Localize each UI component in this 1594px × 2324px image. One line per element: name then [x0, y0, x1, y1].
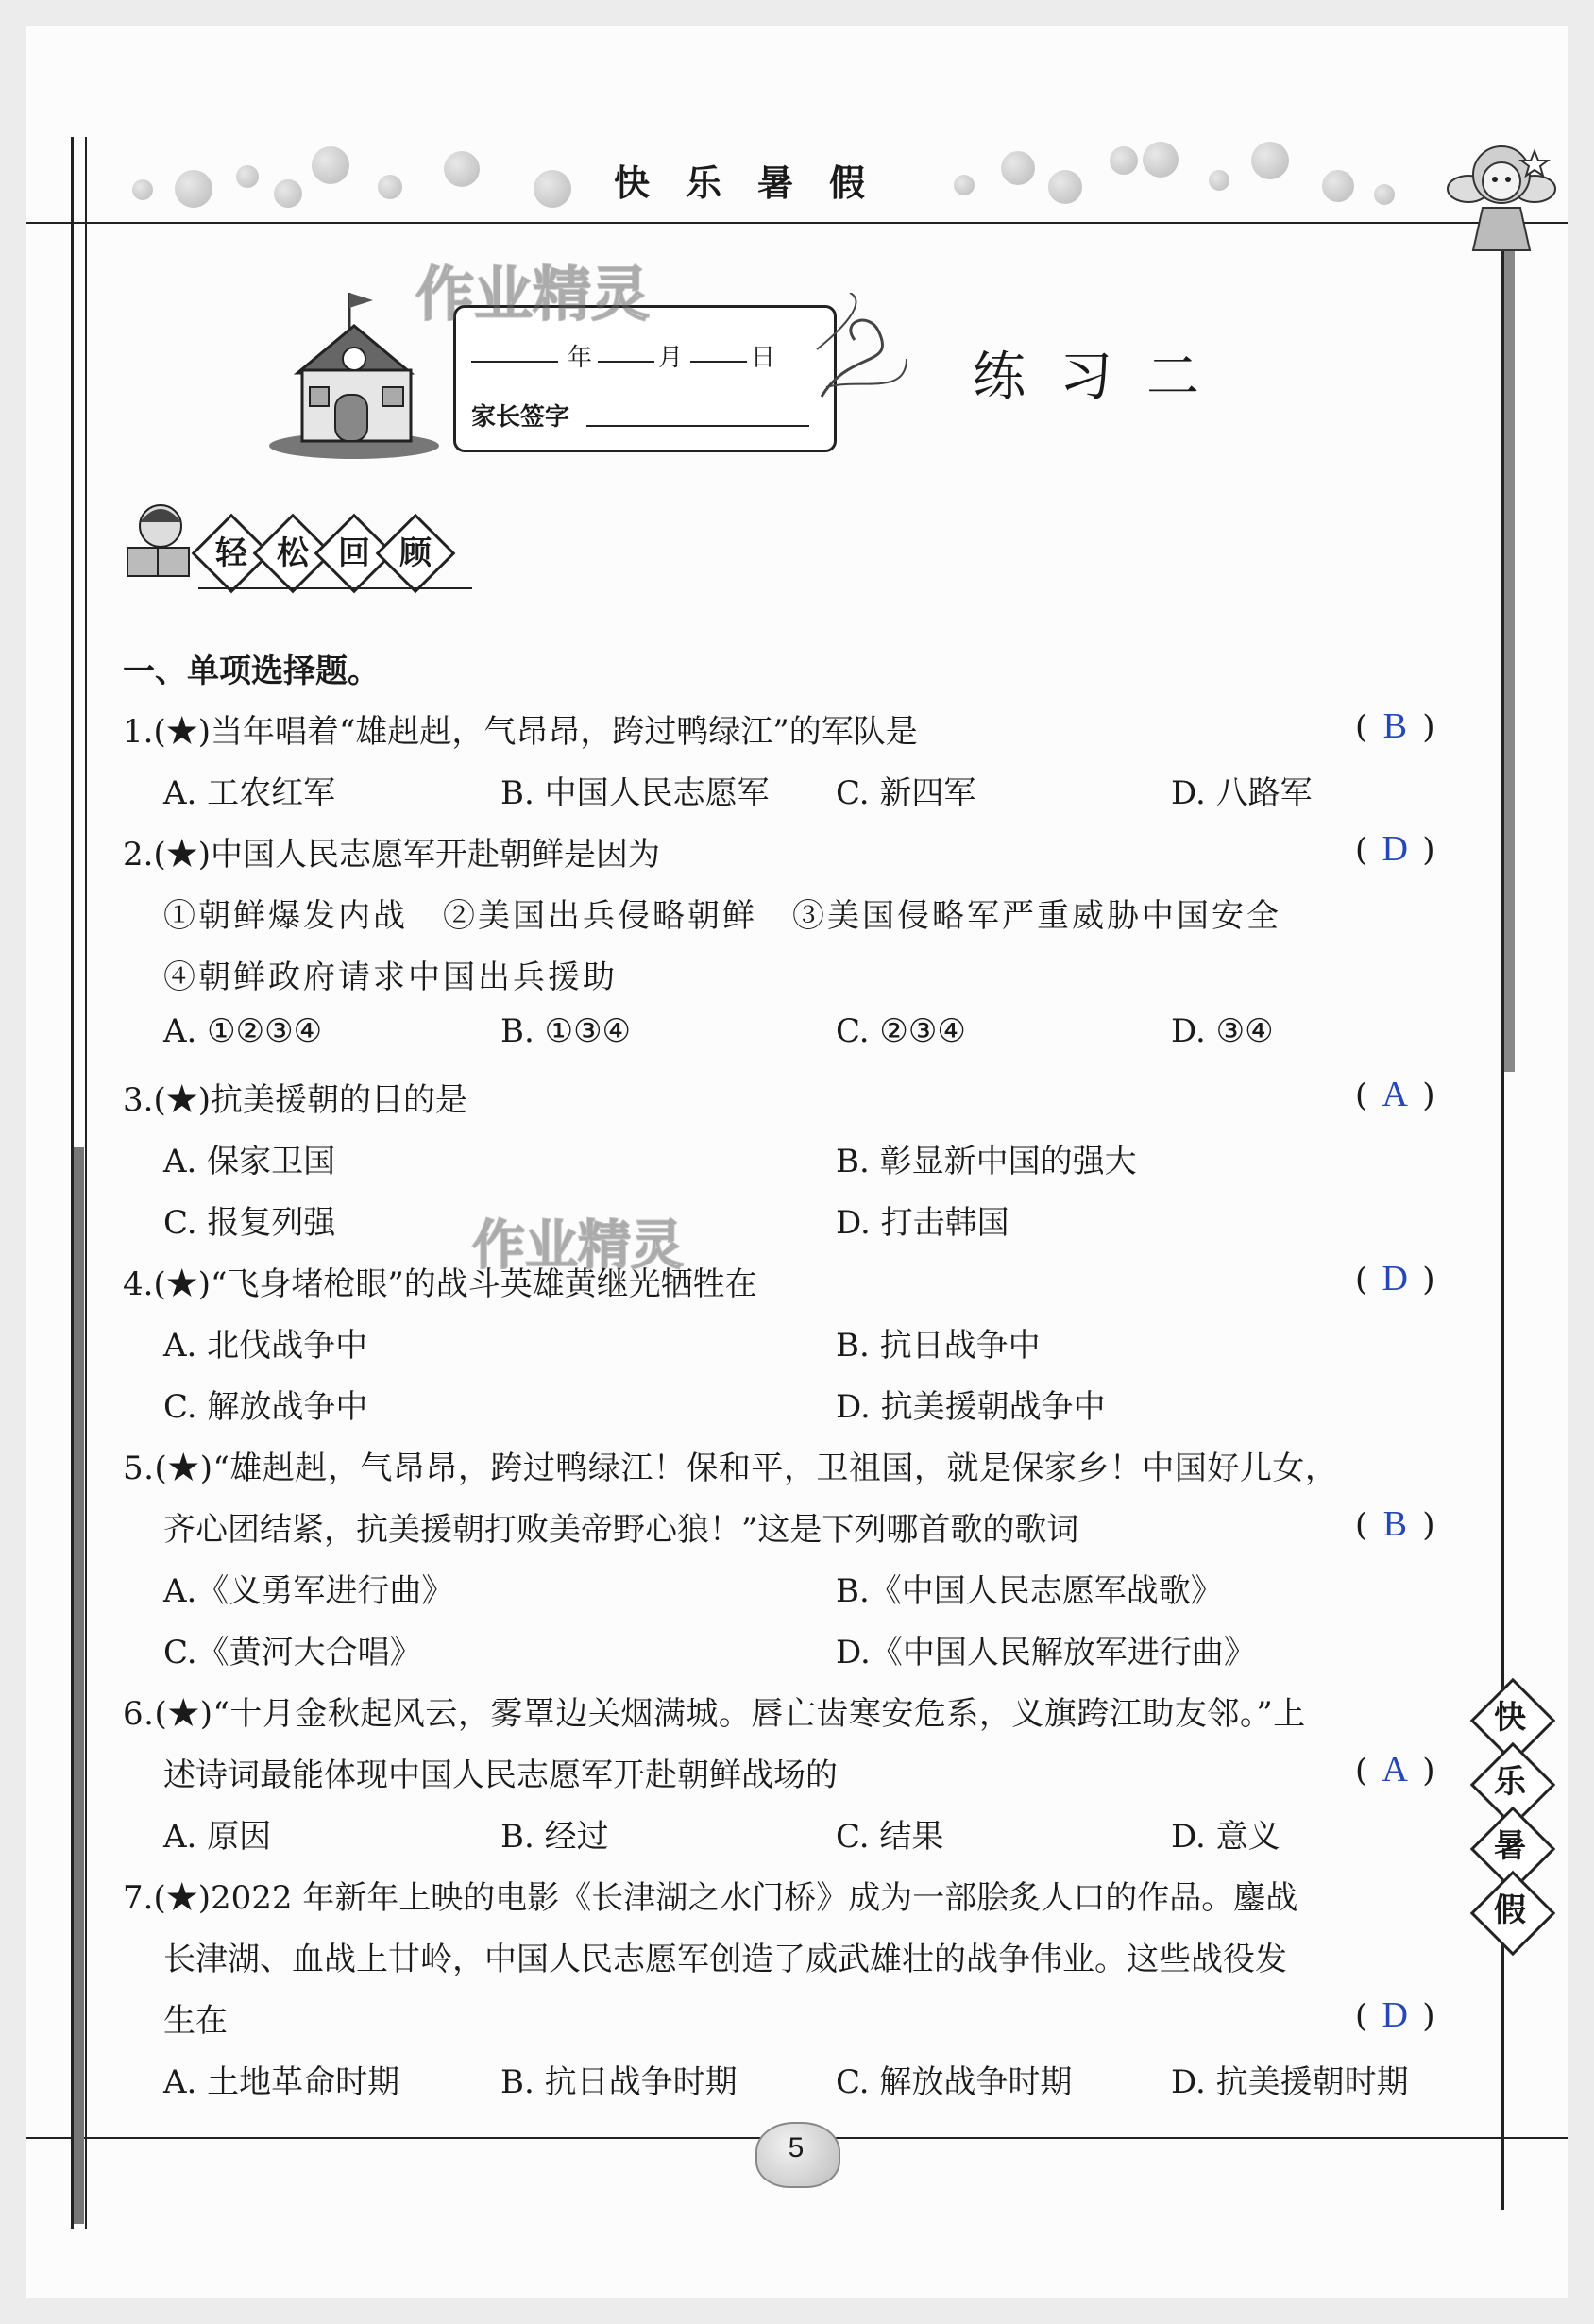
option-7a: A. 土地革命时期	[163, 2063, 400, 2101]
section-tag-char: 松	[277, 534, 309, 572]
option-2c: C. ②③④	[836, 1012, 966, 1050]
option-2b: B. ①③④	[500, 1012, 632, 1050]
header-dot	[1322, 170, 1354, 202]
header-dot	[1251, 142, 1289, 179]
side-badge-char: 乐	[1494, 1763, 1526, 1801]
header-title: 快乐暑假	[614, 162, 902, 204]
year-label: 年	[568, 344, 593, 372]
header-dot	[1048, 170, 1082, 204]
option-4c: C. 解放战争中	[163, 1388, 368, 1426]
month-blank[interactable]	[598, 361, 654, 363]
answer-4: D	[1382, 1259, 1408, 1298]
header-dot	[1374, 184, 1395, 205]
parent-signature-blank[interactable]	[586, 425, 809, 427]
watermark: 作业精灵	[415, 260, 651, 329]
section-tag-char: 回	[338, 534, 370, 572]
section-tag-char: 轻	[215, 534, 247, 572]
header-dot	[1110, 146, 1138, 175]
option-2a: A. ①②③④	[163, 1012, 323, 1050]
left-border-inner	[85, 137, 87, 2229]
answer-slot-4: ( D )	[1355, 1259, 1435, 1298]
option-5b: B.《中国人民志愿军战歌》	[836, 1572, 1223, 1610]
answer-7: D	[1382, 1995, 1408, 2035]
question-6-stem-line-1: 6.(★)“十月金秋起风云，雾罩边关烟满城。唇亡齿寒安危系，义旗跨江助友邻。”上	[123, 1695, 1306, 1733]
option-7b: B. 抗日战争时期	[500, 2063, 738, 2101]
header-dot	[132, 179, 153, 200]
option-1d: D. 八路军	[1171, 774, 1313, 812]
month-label: 月	[658, 344, 684, 372]
option-7d: D. 抗美援朝时期	[1171, 2063, 1409, 2101]
header-dot	[534, 170, 571, 208]
option-4d: D. 抗美援朝战争中	[836, 1388, 1106, 1426]
header-dot	[274, 179, 302, 208]
header-dot	[1001, 151, 1035, 185]
header-dot	[236, 165, 259, 188]
side-badge-char: 假	[1494, 1891, 1526, 1929]
answer-2: D	[1382, 829, 1408, 869]
section-underline	[198, 587, 472, 589]
answer-slot-5: ( B )	[1355, 1504, 1435, 1544]
answer-1: B	[1382, 706, 1407, 746]
header-dot	[1209, 170, 1229, 191]
exercise-title: 练习二	[973, 347, 1233, 408]
answer-3: A	[1382, 1075, 1408, 1114]
answer-slot-1: ( B )	[1355, 706, 1435, 746]
header-dot	[312, 146, 349, 184]
year-blank[interactable]	[471, 361, 558, 363]
header-dot	[175, 170, 212, 208]
option-1a: A. 工农红军	[163, 774, 336, 812]
option-6d: D. 意义	[1171, 1818, 1280, 1856]
option-6c: C. 结果	[836, 1818, 944, 1856]
header-dot	[1143, 142, 1179, 178]
option-3b: B. 彰显新中国的强大	[836, 1143, 1137, 1180]
option-3d: D. 打击韩国	[836, 1204, 1009, 1242]
question-7-stem-line-3: 生在	[163, 2002, 228, 2040]
header-dot	[444, 151, 480, 187]
question-2-statements-line-1: ①朝鲜爆发内战 ②美国出兵侵略朝鲜 ③美国侵略军严重威胁中国安全	[163, 897, 1281, 935]
option-6b: B. 经过	[500, 1818, 609, 1856]
answer-slot-2: ( D )	[1355, 829, 1435, 869]
option-5a: A.《义勇军进行曲》	[163, 1572, 454, 1610]
question-4-stem: 4.(★)“飞身堵枪眼”的战斗英雄黄继光牺牲在	[123, 1265, 757, 1303]
option-7c: C. 解放战争时期	[836, 2063, 1073, 2101]
right-scroll-bar	[1504, 250, 1515, 1072]
side-badge-char: 暑	[1494, 1827, 1526, 1865]
question-5-stem-line-2: 齐心团结紧，抗美援朝打败美帝野心狼！”这是下列哪首歌的歌词	[163, 1511, 1079, 1549]
option-5d: D.《中国人民解放军进行曲》	[836, 1634, 1256, 1671]
header-dot	[954, 175, 975, 195]
header-rule	[26, 222, 1568, 224]
option-2d: D. ③④	[1171, 1012, 1274, 1050]
left-scroll-bar	[74, 1147, 84, 2224]
day-blank[interactable]	[690, 361, 747, 363]
page-number: 5	[788, 2132, 805, 2163]
section-tag-char: 顾	[399, 534, 432, 572]
parent-signature-label: 家长签字	[471, 403, 570, 432]
answer-slot-3: ( A )	[1355, 1075, 1435, 1114]
answer-6: A	[1382, 1750, 1408, 1790]
question-7-stem-line-2: 长津湖、血战上甘岭，中国人民志愿军创造了威武雄壮的战争伟业。这些战役发	[163, 1941, 1287, 1978]
watermark: 作业精灵	[472, 1215, 684, 1277]
answer-5: B	[1382, 1504, 1407, 1544]
option-3a: A. 保家卫国	[163, 1143, 336, 1180]
side-badge-char: 快	[1494, 1699, 1526, 1737]
question-5-stem-line-1: 5.(★)“雄赳赳，气昂昂，跨过鸭绿江！保和平，卫祖国，就是保家乡！中国好儿女，	[123, 1450, 1338, 1487]
option-4b: B. 抗日战争中	[836, 1327, 1041, 1365]
question-3-stem: 3.(★)抗美援朝的目的是	[123, 1081, 467, 1119]
swirl-decoration-icon	[812, 293, 916, 416]
option-1b: B. 中国人民志愿军	[500, 774, 770, 812]
option-3c: C. 报复列强	[163, 1204, 336, 1242]
option-4a: A. 北伐战争中	[163, 1327, 368, 1365]
question-7-stem-line-1: 7.(★)2022 年新年上映的电影《长津湖之水门桥》成为一部脍炙人口的作品。鏖战	[123, 1879, 1298, 1917]
question-1-stem: 1.(★)当年唱着“雄赳赳，气昂昂，跨过鸭绿江”的军队是	[123, 713, 918, 751]
part-heading: 一、单项选择题。	[123, 653, 380, 690]
option-6a: A. 原因	[163, 1818, 272, 1856]
option-1c: C. 新四军	[836, 774, 976, 812]
question-6-stem-line-2: 述诗词最能体现中国人民志愿军开赴朝鲜战场的	[163, 1756, 838, 1794]
header-dot	[378, 175, 402, 199]
reading-boy-icon	[113, 496, 203, 585]
option-5c: C.《黄河大合唱》	[163, 1634, 422, 1671]
answer-slot-7: ( D )	[1355, 1995, 1435, 2035]
answer-slot-6: ( A )	[1355, 1750, 1435, 1790]
fairy-mascot-icon	[1440, 132, 1563, 264]
question-2-stem: 2.(★)中国人民志愿军开赴朝鲜是因为	[123, 836, 660, 874]
day-label: 日	[751, 344, 776, 372]
question-2-statements-line-2: ④朝鲜政府请求中国出兵援助	[163, 958, 618, 996]
